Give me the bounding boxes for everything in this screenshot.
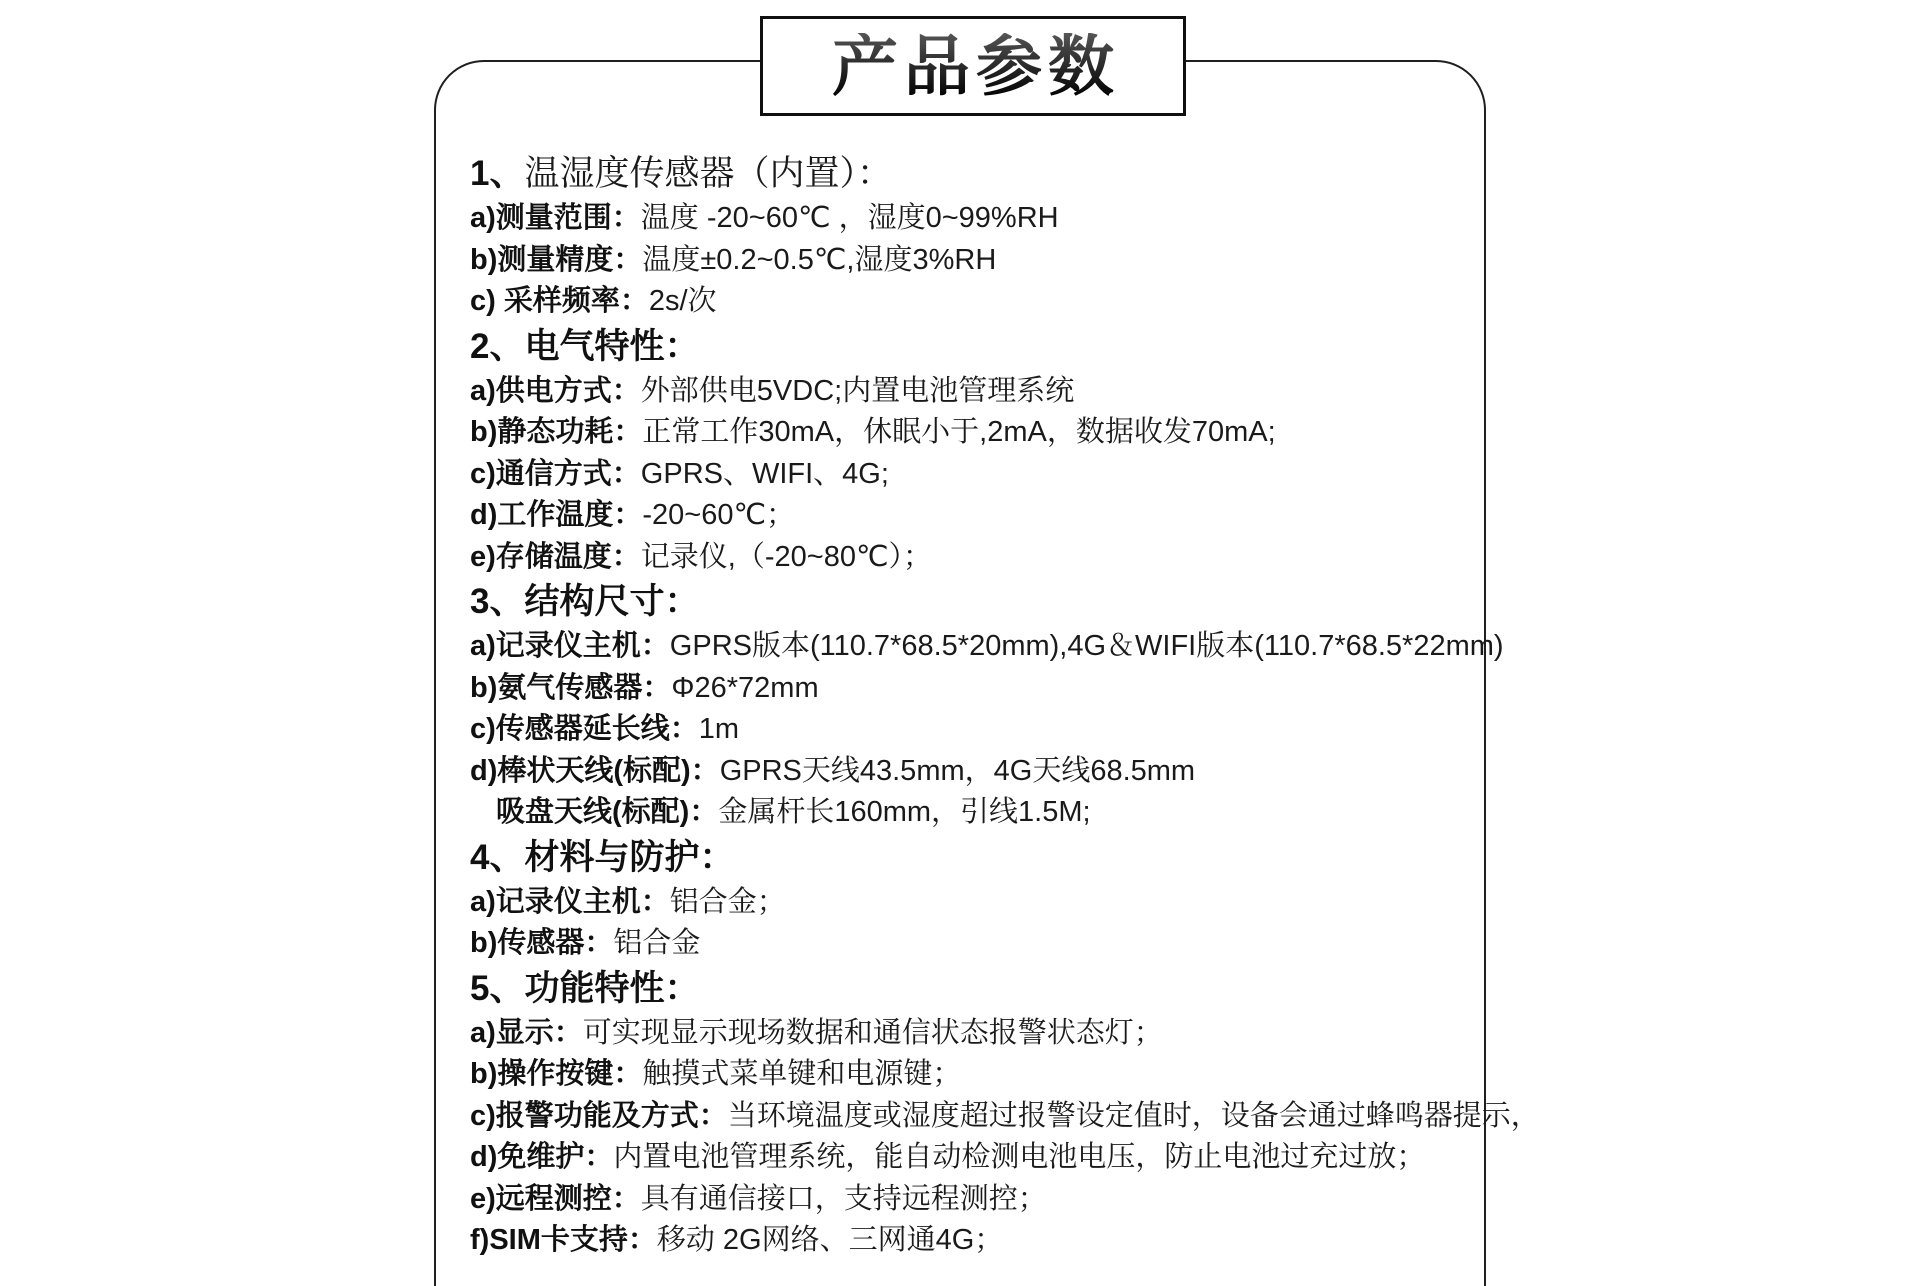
spec-item-value: GPRS版本(110.7*68.5*20mm),4G＆WIFI版本(110.7*68.5*22mm): [669, 630, 1504, 662]
spec-item-label: a)测量范围：: [470, 202, 641, 234]
section-heading: [470, 150, 1470, 198]
spec-item: [470, 537, 1470, 579]
spec-item-value: 触摸式菜单键和电源键；: [642, 1058, 962, 1090]
spec-section: [470, 965, 1540, 1262]
spec-item-label: a)显示：: [470, 1016, 583, 1049]
spec-item: [470, 454, 1470, 496]
spec-item-value: -20~60℃；: [642, 499, 796, 531]
spec-item-label: f)SIM卡支持：: [470, 1224, 657, 1256]
spec-item: [470, 709, 1470, 751]
section-heading: [470, 834, 1470, 882]
spec-item-label: a)记录仪主机：: [470, 630, 670, 662]
spec-item-label: b)操作按键：: [470, 1058, 643, 1090]
spec-item: [470, 1054, 1470, 1096]
spec-item: [470, 751, 1470, 793]
section-heading: [470, 965, 1470, 1013]
spec-item-value: GPRS、WIFI、4G;: [640, 457, 889, 490]
spec-item-value: 正常工作30mA，休眠小于,2mA，数据收发70mA;: [642, 416, 1276, 448]
spec-item-label: d)棒状天线(标配)：: [470, 754, 720, 787]
spec-item-label: b)传感器：: [470, 927, 614, 959]
spec-item-value: 金属杆长160mm，引线1.5M;: [718, 796, 1091, 828]
spec-item-label: e)存储温度：: [470, 540, 641, 573]
spec-item-value: GPRS天线43.5mm，4G天线68.5mm: [719, 754, 1196, 787]
spec-item-value: 移动 2G网络、三网通4G；: [656, 1224, 1004, 1256]
section-title: 温湿度传感器（内置）：: [524, 154, 892, 193]
spec-item-value: 当环境温度或湿度超过报警设定值时，设备会通过蜂鸣器提示，: [727, 1099, 1540, 1132]
spec-item-label: b)静态功耗：: [470, 416, 643, 448]
section-number: 1、: [470, 154, 525, 193]
spec-item: [470, 1220, 1470, 1262]
spec-item-label: 吸盘天线(标配)：: [496, 796, 719, 828]
spec-item: [470, 281, 1470, 323]
page-title: 产品参数: [826, 33, 1120, 99]
section-number: 3、: [470, 582, 525, 621]
spec-item: [470, 198, 1470, 240]
section-number: 4、: [470, 837, 525, 877]
spec-item-value: 记录仪,（-20~80℃）；: [640, 540, 933, 573]
section-title: 结构尺寸：: [524, 582, 700, 621]
spec-item-value: Φ26*72mm: [671, 671, 819, 704]
spec-item: [470, 495, 1470, 537]
spec-item: [470, 923, 1470, 965]
spec-item-label: c)通信方式：: [470, 457, 641, 490]
section-heading: [470, 578, 1470, 626]
spec-item-value: 铝合金；: [669, 885, 786, 918]
spec-item-label: d)工作温度：: [470, 499, 643, 531]
spec-item-label: e)远程测控：: [470, 1182, 641, 1215]
spec-section: [470, 578, 1504, 834]
spec-item: [470, 1137, 1470, 1179]
spec-section: [470, 834, 1470, 965]
spec-item: [470, 1179, 1470, 1221]
spec-item: [470, 1013, 1470, 1055]
spec-item: [470, 626, 1504, 668]
spec-item-value: 温度±0.2~0.5℃,湿度3%RH: [642, 243, 997, 276]
spec-item-label: b)氨气传感器：: [470, 671, 672, 704]
section-number: 2、: [470, 326, 525, 366]
section-number: 5、: [470, 968, 525, 1008]
spec-item-label: c)传感器延长线：: [470, 713, 699, 745]
spec-item-label: c)报警功能及方式：: [470, 1099, 728, 1132]
spec-item: [470, 371, 1470, 413]
spec-item: [470, 792, 1470, 834]
spec-item-label: b)测量精度：: [470, 243, 643, 276]
spec-item-label: a)供电方式：: [470, 374, 641, 407]
spec-item-value: 外部供电5VDC;内置电池管理系统: [640, 374, 1075, 407]
spec-item-value: 内置电池管理系统，能自动检测电池电压，防止电池过充过放；: [613, 1141, 1426, 1173]
spec-section: [470, 150, 1470, 323]
section-title: 电气特性：: [524, 326, 700, 366]
spec-section: [470, 323, 1470, 579]
spec-content: [470, 150, 1540, 1262]
spec-item: [470, 882, 1470, 924]
spec-item-value: 具有通信接口，支持远程测控；: [640, 1182, 1047, 1215]
spec-item: [470, 412, 1470, 454]
spec-item-value: 2s/次: [648, 285, 717, 317]
spec-item-label: a)记录仪主机：: [470, 885, 670, 918]
section-title: 功能特性：: [524, 968, 700, 1008]
section-title: 材料与防护：: [524, 837, 735, 877]
section-heading: [470, 323, 1470, 371]
spec-item-value: 1m: [698, 713, 740, 745]
spec-item-label: d)免维护：: [470, 1141, 614, 1173]
spec-item-label: c) 采样频率：: [470, 285, 649, 317]
spec-item-value: 铝合金: [613, 927, 701, 959]
spec-item-value: 可实现显示现场数据和通信状态报警状态灯；: [582, 1016, 1163, 1049]
page-title-box: [760, 16, 1186, 116]
spec-item: [470, 1096, 1540, 1138]
spec-item-value: 温度 -20~60℃ ，湿度0~99%RH: [640, 202, 1059, 234]
spec-item: [470, 240, 1470, 282]
spec-item: [470, 668, 1470, 710]
